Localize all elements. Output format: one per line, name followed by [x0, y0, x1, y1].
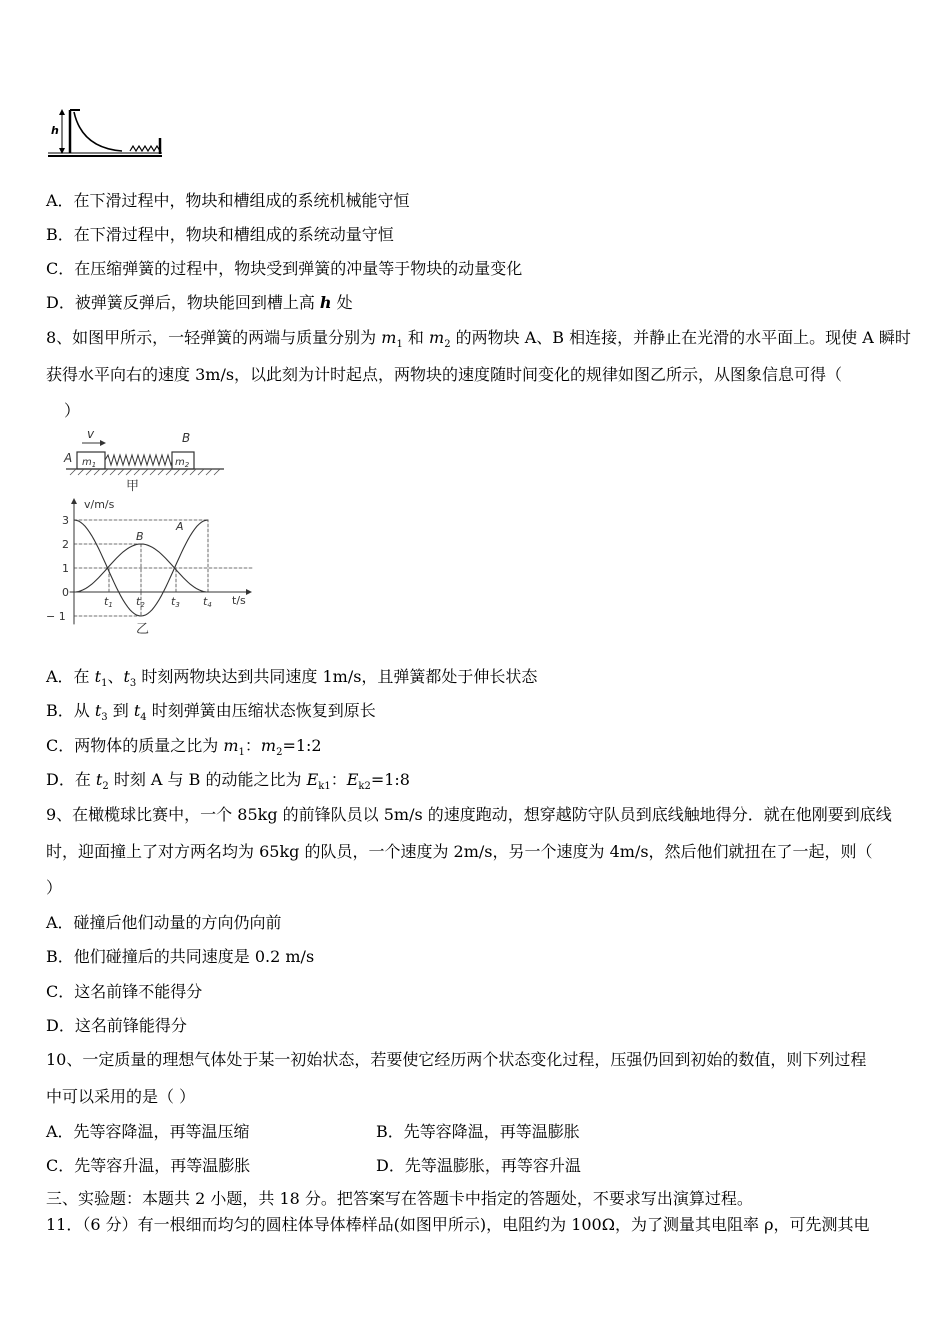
q7-option-b: B．在下滑过程中，物块和槽组成的系统动量守恒 — [46, 225, 394, 244]
height-arrow-head-top — [59, 109, 65, 115]
q9-option-d: D．这名前锋能得分 — [46, 1016, 187, 1035]
block-m1-label: $m_1$ — [82, 457, 97, 469]
q7-option-d: D．被弹簧反弹后，物块能回到槽上高 h 处 — [46, 293, 353, 312]
y-tick-label: 2 — [62, 538, 69, 551]
q9-option-c: C．这名前锋不能得分 — [46, 982, 203, 1001]
curve-b-label: B — [136, 530, 144, 543]
q10-option-b: B．先等容降温，再等温膨胀 — [376, 1122, 580, 1141]
q10-stem-line-2: 中可以采用的是（ ） — [46, 1087, 196, 1106]
q9-stem-line-2: 时，迎面撞上了对方两名均为 65kg 的队员，一个速度为 2m/s，另一个速度为 4m/s，然后他们就扭在了一起，则（ — [46, 842, 873, 861]
q9-stem-line-3: ） — [46, 878, 63, 897]
q8-option-a: A．在 $t_1$、$t_3$ 时刻两物块达到共同速度 1m/s，且弹簧都处于伸长状态 — [46, 667, 538, 690]
x-tick-label: t2 — [136, 595, 145, 609]
x-axis-arrow — [246, 589, 252, 595]
slide-curve — [74, 112, 122, 151]
q8-option-d: D．在 $t_2$ 时刻 A 与 B 的动能之比为 $E_{k1}$：$E_{k2}=1:8$ — [46, 770, 410, 793]
y-tick-label: − 1 — [46, 610, 66, 623]
x-axis-label: t/s — [232, 594, 246, 607]
q9-option-a: A．碰撞后他们动量的方向仍向前 — [46, 913, 282, 932]
y-tick-label: 3 — [62, 514, 69, 527]
floor-hatch — [70, 469, 220, 475]
q8-option-b: B．从 $t_3$ 到 $t_4$ 时刻弹簧由压缩状态恢复到原长 — [46, 701, 376, 724]
q8-option-c: C．两物体的质量之比为 $m_1$：$m_2=1:2$ — [46, 736, 322, 759]
block-b-label: B — [182, 431, 191, 445]
x-tick-label: t4 — [203, 595, 212, 609]
q8-stem-line-1: 8、如图甲所示，一轻弹簧的两端与质量分别为 $m_1$ 和 $m_2$ 的两物块 A、B 相连接，并静止在光滑的水平面上。现使 A 瞬时 — [46, 328, 911, 351]
q10-stem-line-1: 10、一定质量的理想气体处于某一初始状态，若要使它经历两个状态变化过程，压强仍回到初始的数值，则下列过程 — [46, 1050, 867, 1069]
q10-option-c: C．先等容升温，再等温膨胀 — [46, 1156, 251, 1175]
curve-a-label: A — [176, 520, 184, 533]
q9-option-b: B．他们碰撞后的共同速度是 0.2 m/s — [46, 947, 315, 966]
q10-option-a: A．先等容降温，再等温压缩 — [46, 1122, 250, 1141]
q8-stem-line-3: ） — [64, 401, 81, 420]
velocity-label: v — [87, 428, 95, 441]
q7-slide-figure — [44, 104, 168, 160]
x-tick-label: t1 — [104, 595, 113, 609]
caption-yi: 乙 — [136, 622, 150, 637]
q10-option-d: D．先等温膨胀，再等容升温 — [376, 1156, 581, 1175]
x-tick-label: t3 — [171, 595, 180, 609]
q8-stem-line-2: 获得水平向右的速度 3m/s，以此刻为计时起点，两物块的速度随时间变化的规律如图乙所示，从图象信息可得（ — [46, 365, 843, 384]
q11-stem: 11．（6 分）有一根细而均匀的圆柱体导体棒样品(如图甲所示)，电阻约为 100Ω，为了测量其电阻率 ρ，可先测其电 — [46, 1215, 870, 1234]
y-tick-label: 1 — [62, 562, 69, 575]
y-axis-arrow — [71, 498, 77, 504]
y-tick-label: 0 — [62, 586, 69, 599]
q8-figure-jia — [60, 428, 230, 498]
block-m2-label: $m_2$ — [175, 457, 190, 469]
block-a-label: A — [64, 451, 73, 465]
y-axis-label: v/m/s — [84, 498, 115, 511]
q9-stem-line-1: 9、在橄榄球比赛中，一个 85kg 的前锋队员以 5m/s 的速度跑动，想穿越防守队员到底线触地得分．就在他刚要到底线 — [46, 805, 892, 824]
q7-option-a: A．在下滑过程中，物块和槽组成的系统机械能守恒 — [46, 191, 410, 210]
caption-jia: 甲 — [126, 479, 140, 494]
velocity-arrow-head — [100, 440, 106, 446]
q7-option-c: C．在压缩弹簧的过程中，物块受到弹簧的冲量等于物块的动量变化 — [46, 259, 523, 278]
spring — [130, 146, 160, 151]
height-label: h — [51, 124, 59, 137]
spring-jia — [105, 455, 176, 465]
section-3-heading: 三、实验题：本题共 2 小题，共 18 分。把答案写在答题卡中指定的答题处，不要求写出演算过程。 — [46, 1189, 753, 1208]
q8-figure-yi — [42, 496, 262, 642]
